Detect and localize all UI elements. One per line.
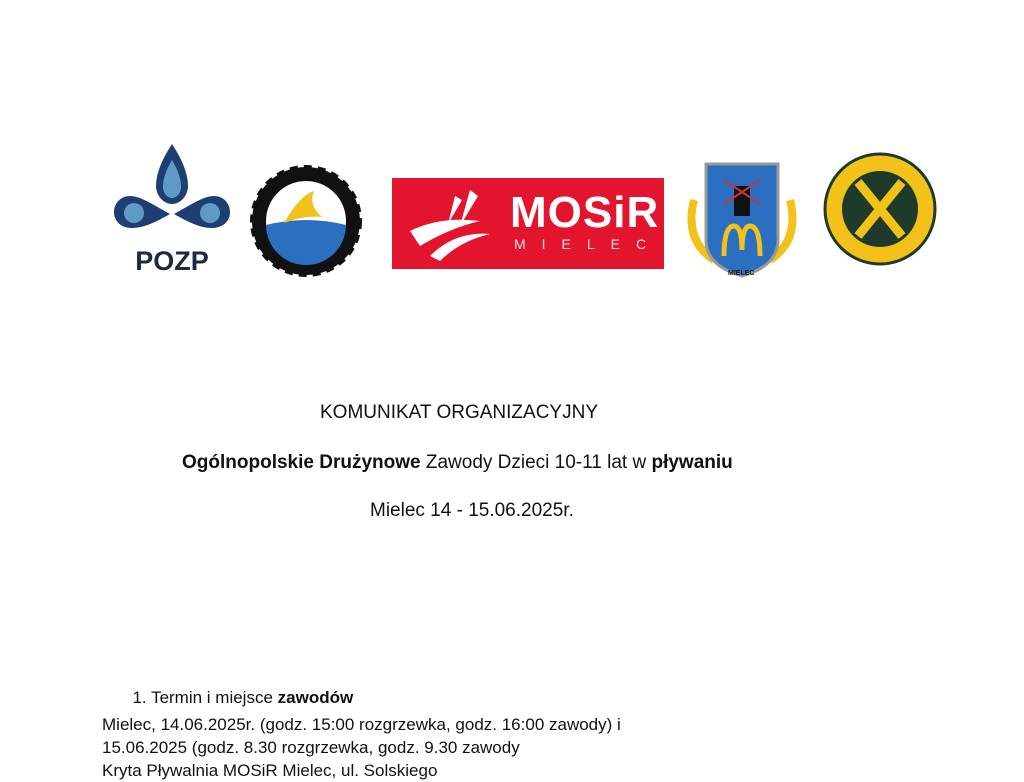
event-name (182, 452, 733, 474)
document-title: KOMUNIKAT ORGANIZACYJNY (320, 402, 598, 423)
pzp-logo (823, 152, 937, 266)
pozp-logo (112, 142, 232, 276)
pozp-drops-icon (112, 142, 232, 237)
body-line: Mielec, 14.06.2025r. (godz. 15:00 rozgrzewka, godz. 16:00 zawody) i (102, 715, 621, 734)
body-line: Kryta Pływalnia MOSiR Mielec, ul. Solskiego (102, 761, 438, 780)
event-name-bold-2: pływaniu (651, 452, 733, 473)
mosir-title: MOSiR (510, 188, 660, 237)
mosir-logo (392, 178, 664, 269)
mielec-crest (684, 160, 800, 284)
section-heading (123, 668, 353, 708)
mosir-subtitle: MIELEC (514, 236, 663, 252)
crest-label: MIELEC (728, 270, 755, 277)
section-number: 1. (132, 688, 147, 707)
pozp-logo-text: POZP (135, 246, 209, 276)
section-label-bold: zawodów (277, 688, 354, 707)
event-name-bold-1: Ogólnopolskie Drużynowe (182, 452, 421, 473)
body-text (102, 713, 621, 782)
runner-icon (400, 186, 500, 264)
event-name-normal: Zawody Dzieci 10-11 lat w (420, 452, 652, 473)
body-line: 15.06.2025 (godz. 8.30 rozgrzewka, godz. 9.30 zawody (102, 738, 520, 757)
club-logo (250, 165, 362, 277)
section-label: Termin i miejsce (151, 688, 278, 707)
place-date: Mielec 14 - 15.06.2025r. (370, 500, 574, 521)
